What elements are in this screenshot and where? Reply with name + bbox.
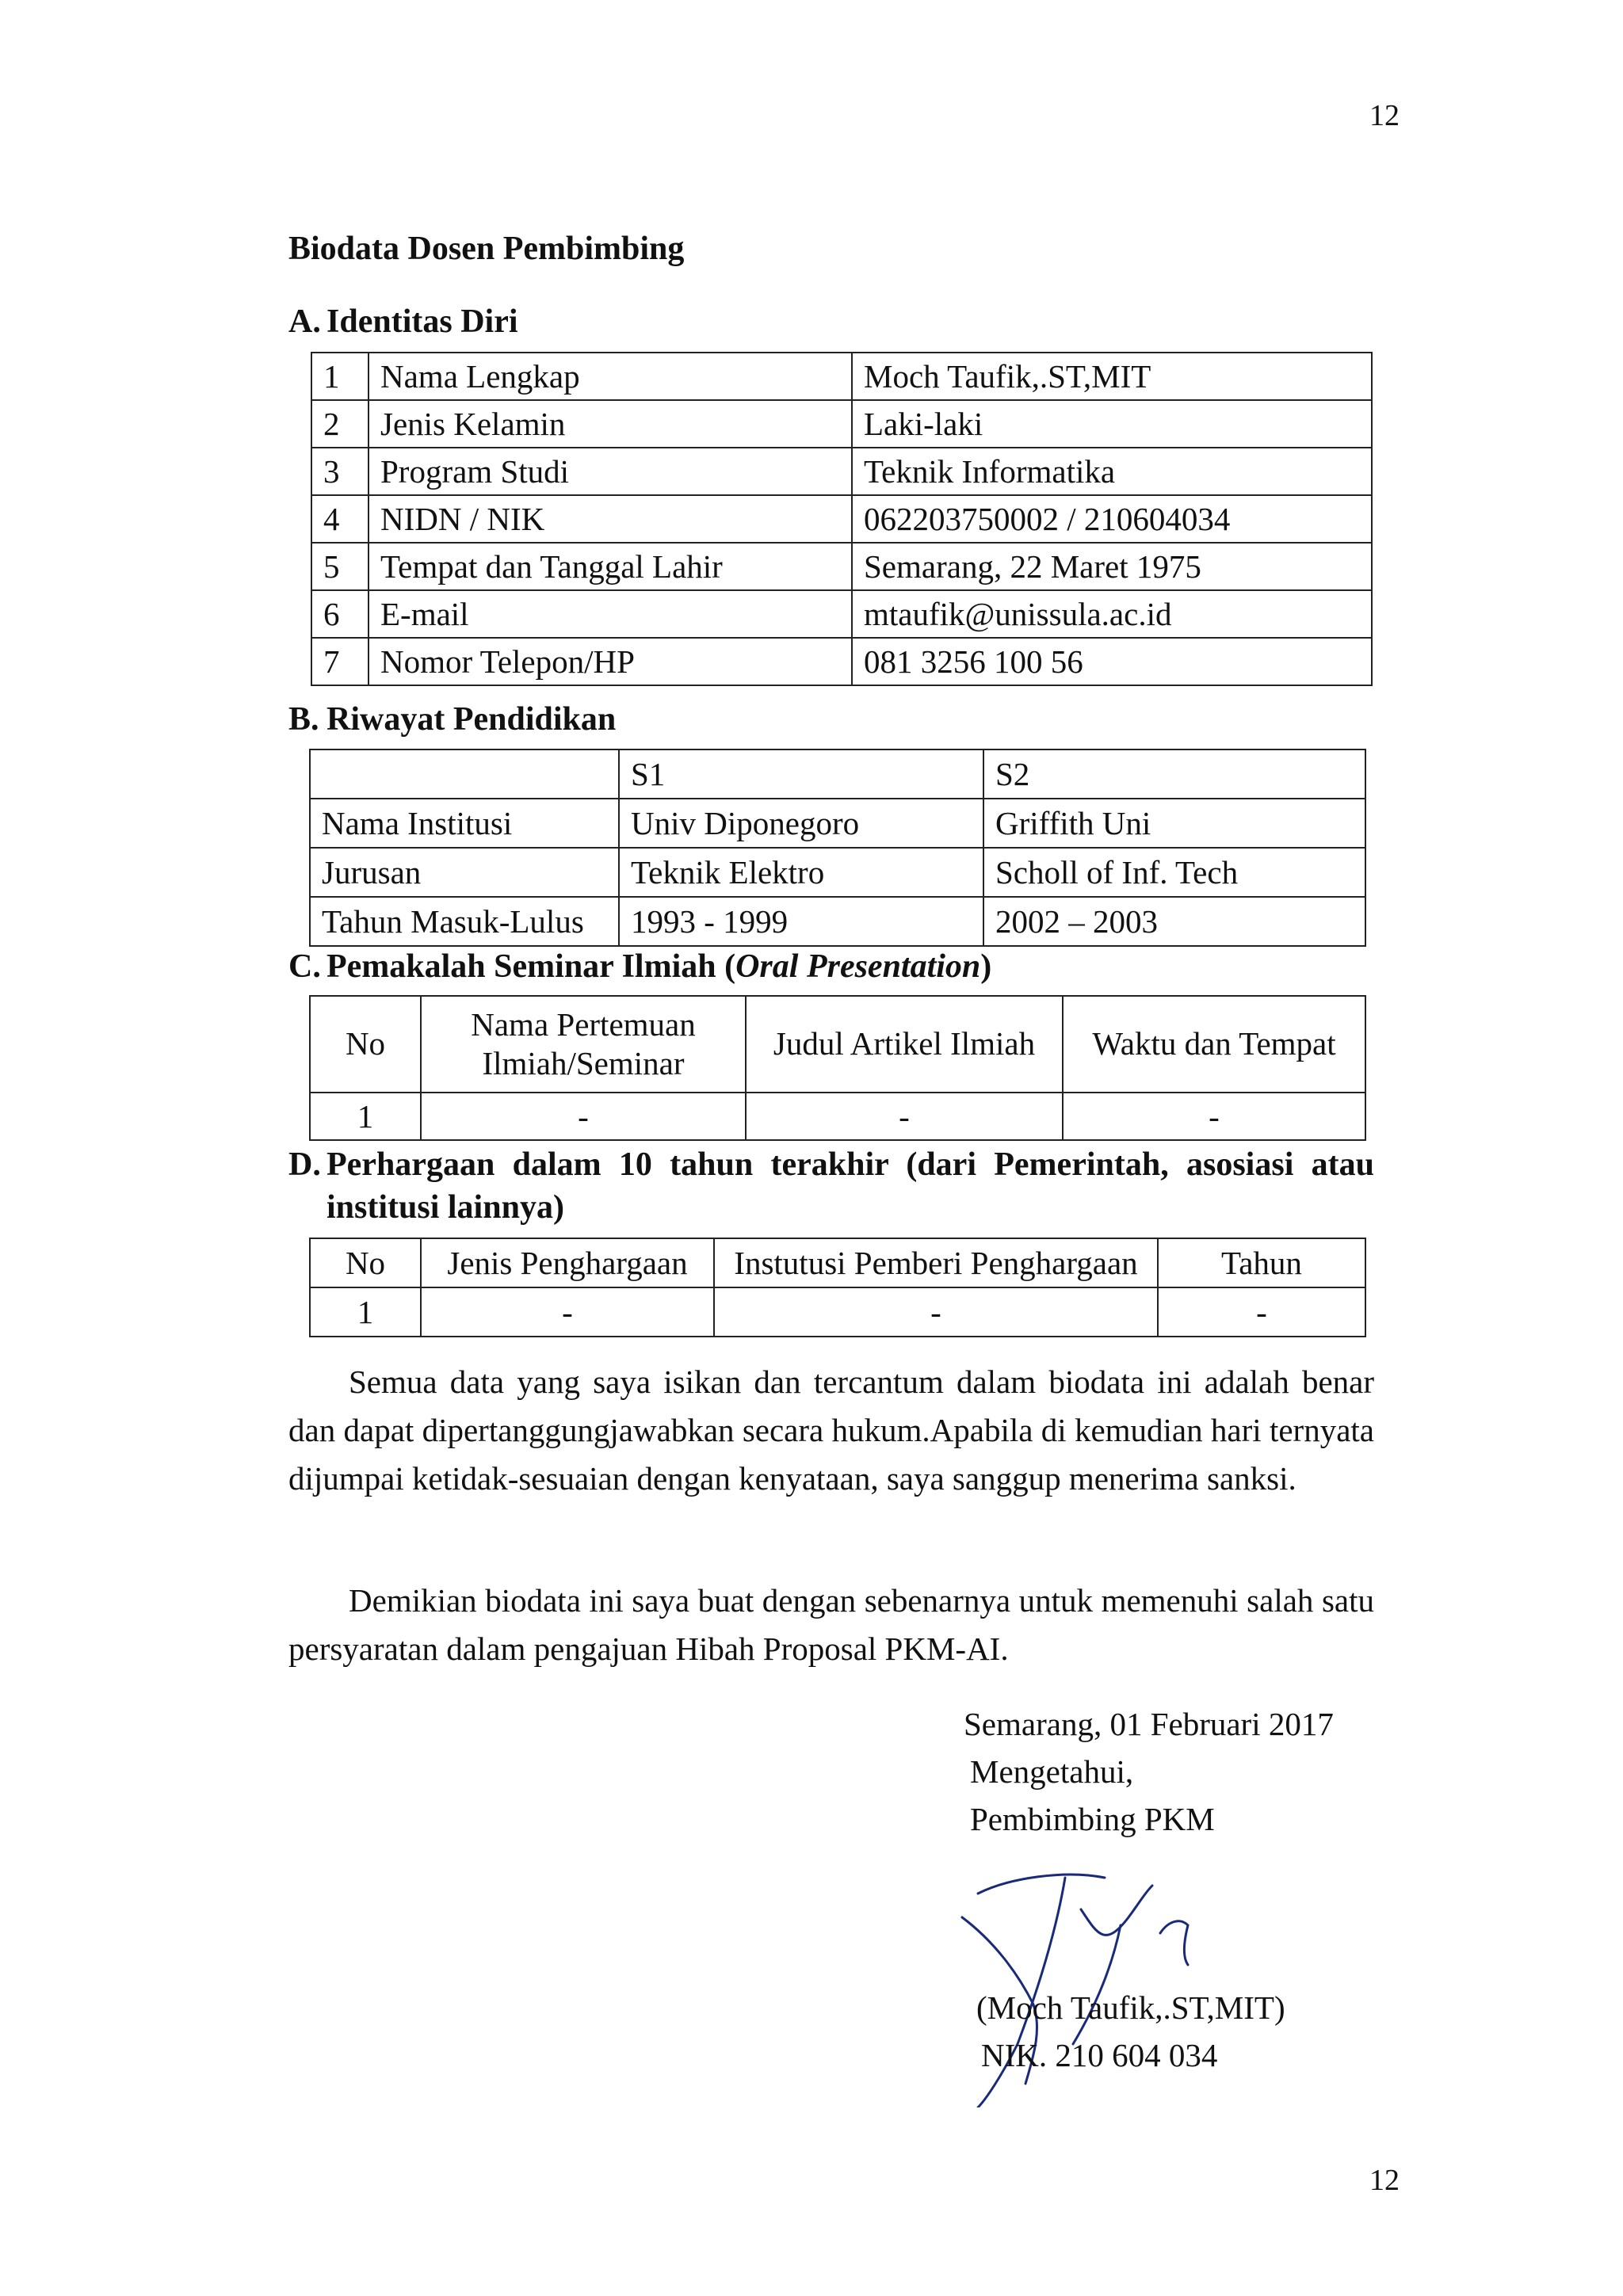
pemakalah-seminar-table: [309, 995, 1366, 1141]
document-title: Biodata Dosen Pembimbing: [288, 231, 685, 267]
statement-paragraph: Semua data yang saya isikan dan tercantum dalam biodata ini adalah benar dan dapat dipertanggungjawabkan secara hukum.Apabila di kemudian hari ternyata dijumpai ketidak-sesuaian dengan kenyataan, saya sanggup menerima sanksi.: [288, 1363, 1374, 1497]
signoff-block: Semarang, 01 Februari 2017 Mengetahui, Pembimbing PKM: [964, 1706, 1334, 1837]
table-row: 4 NIDN / NIK 062203750002 / 210604034: [311, 495, 1372, 543]
table-row: 3 Program Studi Teknik Informatika: [311, 448, 1372, 495]
identitas-diri-table: [311, 352, 1373, 686]
table-row: Tahun Masuk-Lulus 1993 - 1999 2002 – 2003: [310, 897, 1365, 946]
table-row: 2 Jenis Kelamin Laki-laki: [311, 400, 1372, 448]
table-row: 5 Tempat dan Tanggal Lahir Semarang, 22 Maret 1975: [311, 543, 1372, 590]
section-b-heading: B. Riwayat Pendidikan: [288, 701, 617, 738]
signer-name: (Moch Taufik,.ST,MIT): [976, 1989, 1285, 2026]
signer-nik: NIK. 210 604 034: [981, 2037, 1218, 2073]
section-d-heading: D. Perhargaan dalam 10 tahun terakhir (dari Pemerintah, asosiasi atau institusi lainnya): [288, 1146, 1374, 1226]
table-header-row: No Jenis Penghargaan Instutusi Pemberi Penghargaan Tahun: [310, 1238, 1365, 1287]
signer-block: [976, 1984, 1285, 2079]
table-header-row: No Nama Pertemuan Ilmiah/Seminar Judul Artikel Ilmiah Waktu dan Tempat: [310, 996, 1365, 1093]
table-row: 1 - - -: [310, 1093, 1365, 1140]
table-row: 6 E-mail mtaufik@unissula.ac.id: [311, 590, 1372, 638]
section-c-heading: C. Pemakalah Seminar Ilmiah (Oral Presentation): [288, 948, 992, 985]
table-row: 7 Nomor Telepon/HP 081 3256 100 56: [311, 638, 1372, 685]
table-row: 1 - - -: [310, 1287, 1365, 1337]
table-row: 1 Nama Lengkap Moch Taufik,.ST,MIT: [311, 353, 1372, 400]
table-header-row: S1 S2: [310, 749, 1365, 799]
page-number-bottom: 12: [1369, 2164, 1400, 2197]
section-a-heading: A. Identitas Diri: [288, 303, 518, 340]
email-value: mtaufik@unissula.ac.id: [852, 590, 1372, 638]
penghargaan-table: [309, 1238, 1366, 1337]
page-number-top: 12: [1369, 99, 1400, 132]
closing-paragraph: Demikian biodata ini saya buat dengan sebenarnya untuk memenuhi salah satu persyaratan dalam pengajuan Hibah Proposal PKM-AI.: [288, 1582, 1374, 1667]
riwayat-pendidikan-table: [309, 749, 1366, 947]
table-row: Nama Institusi Univ Diponegoro Griffith Uni: [310, 799, 1365, 848]
table-row: Jurusan Teknik Elektro Scholl of Inf. Tech: [310, 848, 1365, 897]
